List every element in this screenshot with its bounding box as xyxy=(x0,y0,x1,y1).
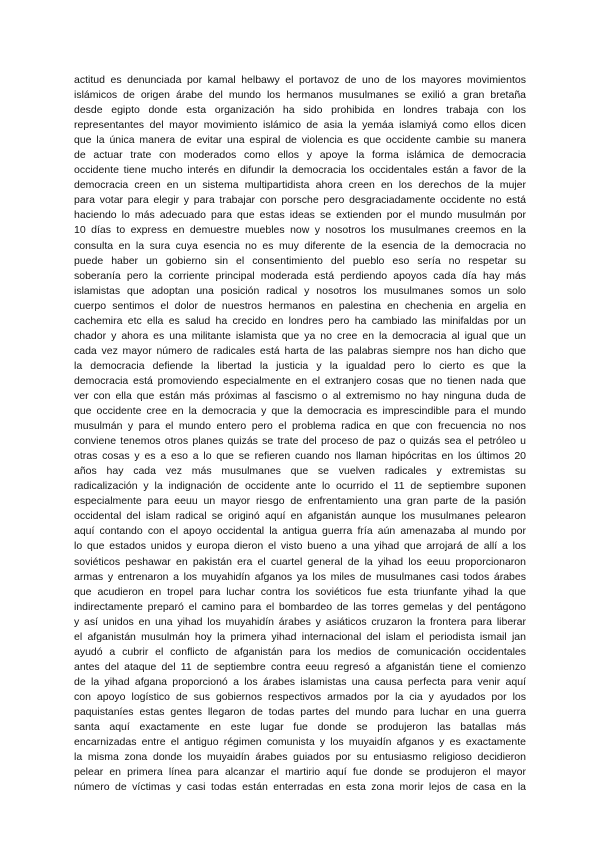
text-line: islámicos de origen árabe del mundo los hermanos musulmanes se exilió a gran bretaña xyxy=(74,89,526,102)
text-line: que la única manera de evitar una espiral de violencia es que occidente cambie su manera xyxy=(74,134,526,147)
text-line: lo que estados unidos y europa dieron el visto bueno a una yihad que arrojará de allí a los xyxy=(74,540,526,553)
text-line: ver con ella que están más próximas al fascismo o al extremismo no hay ninguna duda de xyxy=(74,389,526,402)
text-line: ayudó a cubrir el conflicto de afganistán para los medios de comunicación occidentales xyxy=(74,645,526,658)
text-line: indirectamente preparó el camino para el bombardeo de las torres gemelas y del pentágono xyxy=(74,600,526,613)
text-line: el afganistán musulmán hoy la primera yihad internacional del islam el periodista ismail jan xyxy=(74,630,526,643)
body-text xyxy=(74,73,526,795)
text-line: otras cosas y es a eso a lo que se refieren cuando nos llaman hipócritas en los últimos 20 xyxy=(74,450,526,463)
text-line: número de víctimas y casi todas están enterradas en esta zona morir lejos de casa en la xyxy=(74,781,526,794)
text-line: la misma zona donde los muyaidín árabes guiados por su entusiasmo religioso decidieron xyxy=(74,751,526,764)
text-line: desde egipto donde esta organización ha sido prohibida en londres trabaja con los xyxy=(74,104,526,117)
text-line: conviene tenemos otros planes quizás se trate del proceso de paz o quizás sea el petróleo u xyxy=(74,435,526,448)
text-line: de la yihad afgana proporcionó a los árabes islamistas una causa perfecta para venir aquí xyxy=(74,675,526,688)
text-line: representantes del mayor movimiento islámico de asia la yemáa islamiyá como ellos dicen xyxy=(74,119,526,132)
text-line: chador y ahora es una militante islamista que ya no cree en la democracia al igual que un xyxy=(74,329,526,342)
text-line: santa aquí exactamente en este lugar fue donde se produjeron las batallas más xyxy=(74,721,526,734)
text-line: encarnizadas entre el antiguo régimen comunista y los muyaidín afganos y es exactamente xyxy=(74,736,526,749)
text-line: soviéticos peshawar en pakistán era el cuartel general de la yihad los eeuu proporcionaron xyxy=(74,555,526,568)
text-line: 10 días to express en demuestre muebles now y nosotros los musulmanes creemos en la xyxy=(74,224,526,237)
text-line: actitud es denunciada por kamal helbawy el portavoz de uno de los mayores movimientos xyxy=(74,74,526,86)
text-line: que occidente cree en la democracia y que la democracia es imprescindible para el mundo xyxy=(74,405,526,418)
text-line: antes del ataque del 11 de septiembre contra eeuu regresó a afganistán tiene el comienzo xyxy=(74,660,526,673)
text-line: cada vez mayor número de radicales está harta de las palabras siempre nos han dicho que xyxy=(74,344,526,357)
text-line: años hay cada vez más musulmanes que se vuelven radicales y extremistas su xyxy=(74,465,526,478)
text-line: para votar para elegir y para trabajar con porsche pero desgraciadamente occidente no está xyxy=(74,194,526,207)
text-line: cuerpo sentimos el dolor de nuestros hermanos en palestina en chechenia en argelia en xyxy=(74,299,526,312)
text-line: de actuar trate con moderados como ellos y apoye la forma islámica de democracia xyxy=(74,149,526,162)
text-line: democracia está promoviendo especialmente en el extranjero cosas que no tienen nada que xyxy=(74,374,526,387)
text-line: consulta en la sura cuya esencia no es muy diferente de la esencia de la democracia no xyxy=(74,239,526,252)
text-line: con apoyo logístico de sus gobiernos respectivos armados por la cia y ayudados por los xyxy=(74,690,526,703)
text-line: soberanía pero la corriente principal moderada está perdiendo apoyos cada día hay más xyxy=(74,269,526,282)
text-line: especialmente para eeuu un mayor riesgo de enfrentamiento una gran parte de la pasión xyxy=(74,495,526,508)
text-line: musulmán y para el mundo entero pero el problema radica en que con frecuencia no nos xyxy=(74,420,526,433)
text-line: paquistaníes estas gentes llegaron de todas partes del mundo para luchar en una guerra xyxy=(74,705,526,718)
text-line: que acudieron en tropel para luchar contra los soviéticos fue esta triunfante yihad la que xyxy=(74,585,526,598)
text-line: cachemira etc ella es salud ha crecido en londres pero ha cambiado las minifaldas por un xyxy=(74,314,526,327)
text-line: democracia creen en un sistema multipartidista ahora creen en los derechos de la mujer xyxy=(74,179,526,192)
text-line: y así unidos en una yihad los muyahidín árabes y asiáticos cruzaron la frontera para liberar xyxy=(74,615,526,628)
text-line: armas y entrenaron a los muyahidín afganos ya los miles de musulmanes casi todos árabes xyxy=(74,570,526,583)
text-line: haciendo lo más adecuado para que estas ideas se extienden por el mundo musulmán por xyxy=(74,209,526,222)
text-line: islamistas que adoptan una posición radical y nosotros los musulmanes somos un solo xyxy=(74,284,526,297)
text-line: radicalización y la indignación de occidente ante lo ocurrido el 11 de septiembre suponen xyxy=(74,480,526,493)
text-line: occidental del islam radical se originó aquí en afganistán aunque los musulmanes pelearon xyxy=(74,510,526,523)
text-line: pelear en primera línea para alcanzar el martirio aquí fue donde se produjeron el mayor xyxy=(74,766,526,779)
text-line: la democracia defiende la libertad la justicia y la igualdad pero lo cierto es que la xyxy=(74,359,526,372)
text-line: occidente tiene mucho interés en difundir la democracia los occidentales están a favor de la xyxy=(74,164,526,177)
text-line: puede haber un gobierno sin el consentimiento del pueblo eso sería no respetar su xyxy=(74,254,526,267)
text-line: aquí contando con el apoyo occidental la antigua guerra fría aún amenazaba al mundo por xyxy=(74,525,526,538)
